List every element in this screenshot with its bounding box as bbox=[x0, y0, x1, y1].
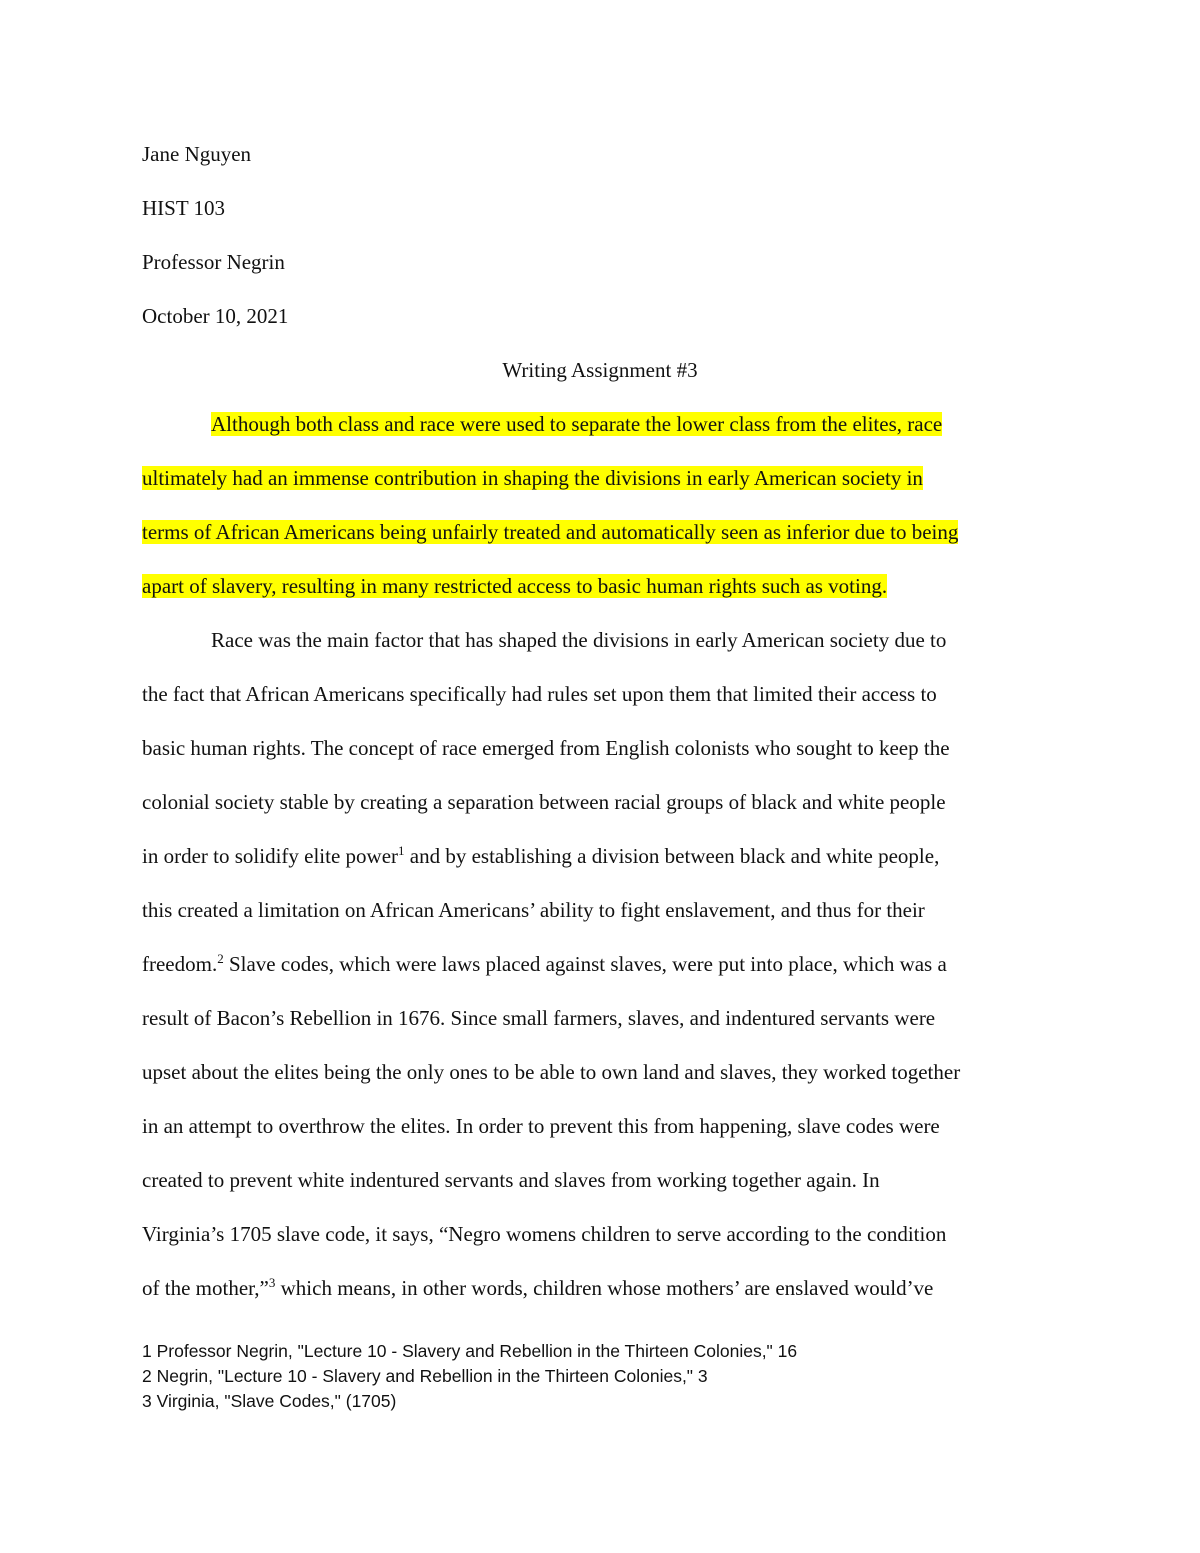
thesis-text: ultimately had an immense contribution in shaping the divisions in early American society in bbox=[142, 466, 923, 490]
thesis-line bbox=[142, 520, 958, 545]
thesis-text: apart of slavery, resulting in many restricted access to basic human rights such as voting. bbox=[142, 574, 888, 598]
body-line: Virginia’s 1705 slave code, it says, “Negro womens children to serve according to the condition bbox=[142, 1222, 947, 1246]
body-line: Race was the main factor that has shaped the divisions in early American society due to bbox=[211, 628, 947, 652]
body-text: Slave codes, which were laws placed against slaves, were put into place, which was a bbox=[223, 952, 947, 976]
assignment-date: October 10, 2021 bbox=[142, 304, 289, 328]
body-line bbox=[142, 844, 939, 869]
body-line: created to prevent white indentured servants and slaves from working together again. In bbox=[142, 1168, 880, 1192]
professor-name: Professor Negrin bbox=[142, 250, 285, 274]
body-line: basic human rights. The concept of race emerged from English colonists who sought to keep the bbox=[142, 736, 950, 760]
document-title: Writing Assignment #3 bbox=[502, 358, 698, 382]
body-line: this created a limitation on African Americans’ ability to fight enslavement, and thus for their bbox=[142, 898, 925, 922]
footnote: 1 Professor Negrin, "Lecture 10 - Slavery and Rebellion in the Thirteen Colonies," 16 bbox=[142, 1341, 798, 1361]
body-line: result of Bacon’s Rebellion in 1676. Since small farmers, slaves, and indentured servants were bbox=[142, 1006, 936, 1030]
footnote: 3 Virginia, "Slave Codes," (1705) bbox=[142, 1391, 397, 1411]
footnote-ref[interactable]: 3 bbox=[268, 1275, 276, 1290]
body-line: the fact that African Americans specifically had rules set upon them that limited their access to bbox=[142, 682, 937, 706]
thesis-text: terms of African Americans being unfairly treated and automatically seen as inferior due to being bbox=[142, 520, 959, 544]
body-line: in an attempt to overthrow the elites. In order to prevent this from happening, slave codes were bbox=[142, 1114, 940, 1138]
body-text: in order to solidify elite power bbox=[142, 844, 399, 868]
course-code: HIST 103 bbox=[142, 196, 226, 220]
body-text: which means, in other words, children whose mothers’ are enslaved would’ve bbox=[275, 1276, 934, 1300]
footnote-ref[interactable]: 1 bbox=[398, 843, 405, 858]
body-line: upset about the elites being the only ones to be able to own land and slaves, they worked together bbox=[142, 1060, 961, 1084]
body-line bbox=[142, 952, 947, 977]
thesis-line bbox=[142, 574, 887, 599]
thesis-line bbox=[142, 466, 923, 491]
body-line: colonial society stable by creating a separation between racial groups of black and white people bbox=[142, 790, 946, 814]
body-text: and by establishing a division between black and white people, bbox=[404, 844, 940, 868]
thesis-text: Although both class and race were used to separate the lower class from the elites, race bbox=[211, 412, 943, 436]
body-text: of the mother,” bbox=[142, 1276, 269, 1300]
author-name: Jane Nguyen bbox=[142, 142, 252, 166]
thesis-line bbox=[211, 412, 942, 437]
footnote: 2 Negrin, "Lecture 10 - Slavery and Rebellion in the Thirteen Colonies," 3 bbox=[142, 1366, 708, 1386]
body-text: freedom. bbox=[142, 952, 218, 976]
body-line bbox=[142, 1276, 933, 1301]
footnote-ref[interactable]: 2 bbox=[217, 951, 224, 966]
